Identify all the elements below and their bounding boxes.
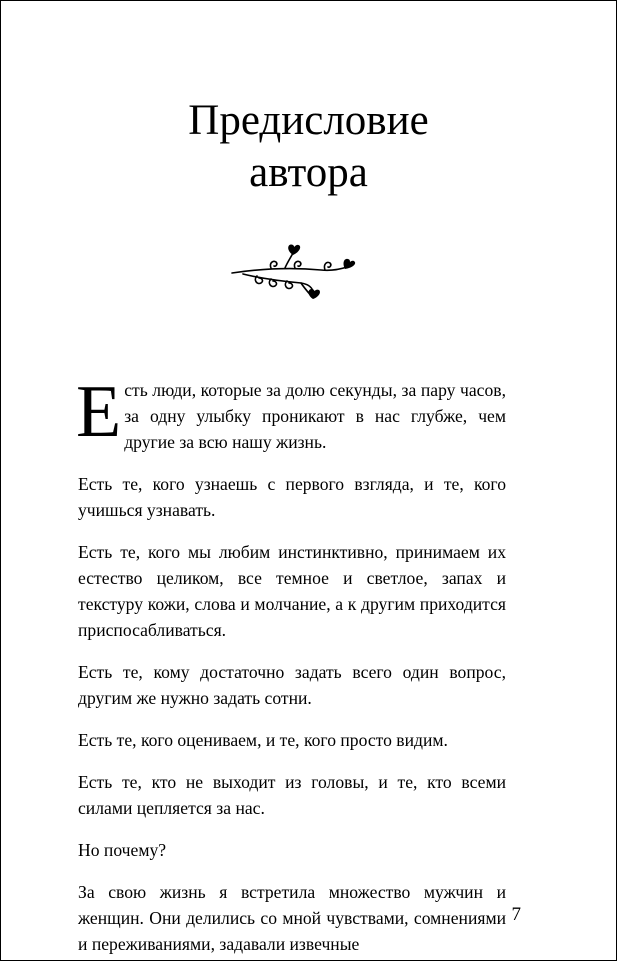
- body-text: [76, 371, 506, 961]
- paragraph-1: [76, 371, 506, 455]
- paragraph-2: Есть те, кого узнаешь с первого взгляда, и те, кого учишься узнавать.: [78, 474, 506, 520]
- paragraph-7: Но почему?: [78, 840, 167, 860]
- paragraph-1-text: сть люди, которые за долю секунды, за пару часов, за одну улыбку проникают в нас глубже, чем другие за всю нашу жизнь.: [124, 380, 506, 452]
- floral-hearts-branch-icon: [229, 243, 357, 309]
- page-number: 7: [511, 904, 521, 925]
- chapter-title: [1, 95, 616, 199]
- chapter-title-line-1: Предисловие: [188, 97, 429, 144]
- paragraph-6: Есть те, кто не выходит из головы, и те, кто всеми силами цепляется за нас.: [78, 772, 506, 818]
- paragraph-4: Есть те, кому достаточно задать всего один вопрос, другим же нужно задать сотни.: [78, 662, 506, 708]
- paragraph-3: Есть те, кого мы любим инстинктивно, принимаем их естество целиком, все темное и светлое, запах и текстуру кожи, слова и молчание, а к другим приходится приспосабливаться.: [78, 542, 506, 640]
- paragraph-8: За свою жизнь я встретила множество мужчин и женщин. Они делились со мной чувствами, сомнениями и переживаниями, задавали извечные: [78, 882, 506, 954]
- paragraph-5: Есть те, кого оцениваем, и те, кого просто видим.: [78, 730, 448, 750]
- drop-cap: Е: [76, 371, 122, 453]
- chapter-title-line-2: автора: [249, 149, 368, 196]
